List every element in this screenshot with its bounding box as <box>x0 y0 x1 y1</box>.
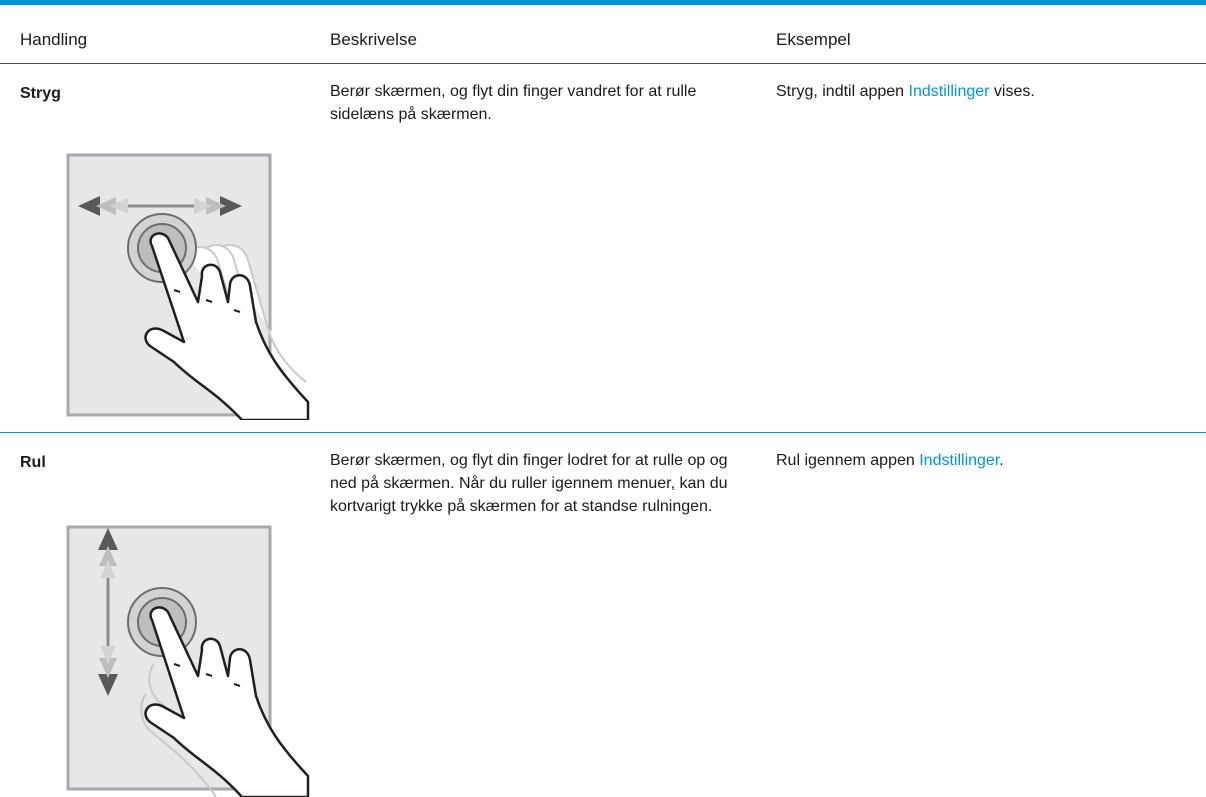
example-text-end: . <box>999 452 1004 469</box>
settings-link[interactable]: Indstillinger <box>919 452 1000 469</box>
example-text <box>776 449 1004 472</box>
action-label: Stryg <box>20 85 61 102</box>
example-text <box>776 80 1035 103</box>
description-text: Berør skærmen, og flyt din finger vandret for at rulle sidelæns på skærmen. <box>330 83 697 123</box>
description-text: Berør skærmen, og flyt din finger lodret for at rulle op og ned på skærmen. Når du ruller igennem menuer, kan du kortvarigt trykke på skærmen for at standse rulningen. <box>330 452 728 515</box>
header-divider <box>0 63 1206 64</box>
top-accent-rule <box>0 0 1206 5</box>
swipe-horizontal-icon <box>66 152 310 420</box>
scroll-vertical-icon <box>66 524 310 797</box>
example-text-start: Rul igennem appen <box>776 452 920 469</box>
row-divider <box>0 432 1206 433</box>
column-header-description: Beskrivelse <box>330 30 417 49</box>
settings-link[interactable]: Indstillinger <box>908 83 990 100</box>
column-header-action: Handling <box>20 30 88 49</box>
example-text-end: vises. <box>989 83 1035 100</box>
column-header-example: Eksempel <box>776 30 851 49</box>
example-text-start: Stryg, indtil appen <box>776 83 909 100</box>
action-label: Rul <box>20 454 46 471</box>
